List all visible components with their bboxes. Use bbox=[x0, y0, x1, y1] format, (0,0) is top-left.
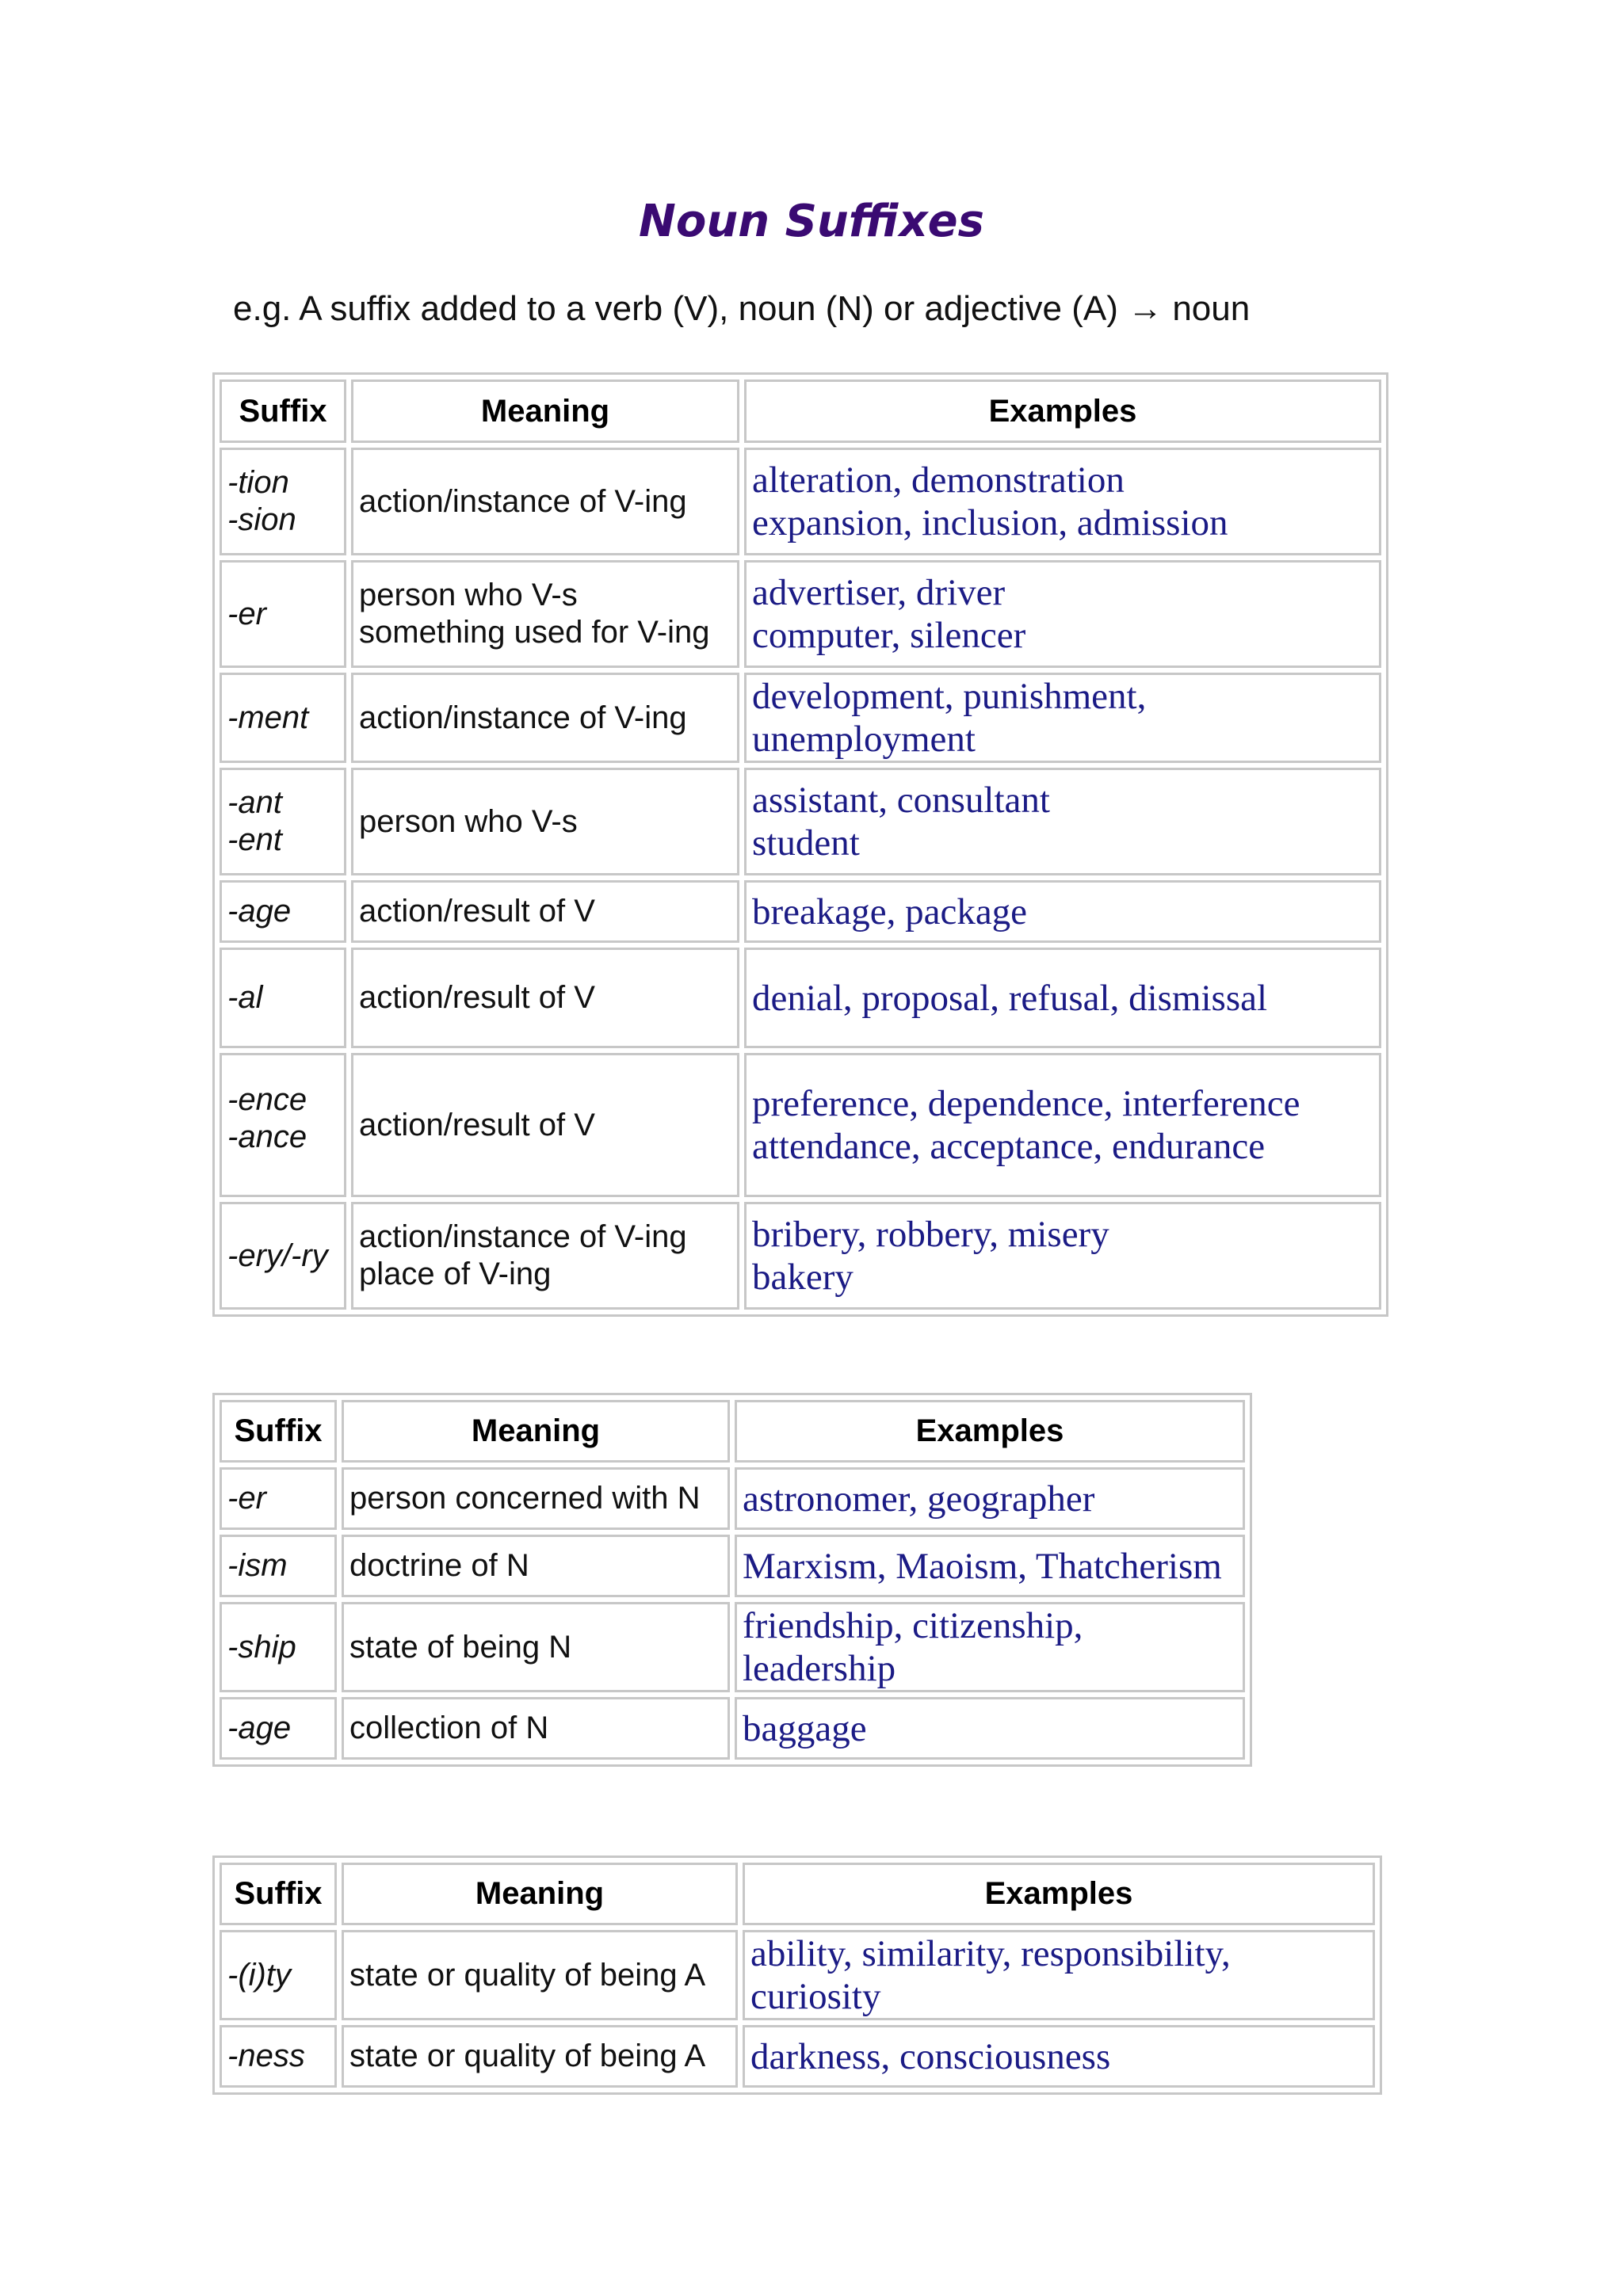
suffix-cell: -ant -ent bbox=[220, 768, 346, 875]
examples-cell: friendship, citizenship, leadership bbox=[735, 1602, 1245, 1692]
table-row bbox=[220, 768, 1381, 875]
header-suffix: Suffix bbox=[220, 379, 346, 443]
table-row bbox=[220, 448, 1381, 555]
meaning-cell: doctrine of N bbox=[342, 1535, 730, 1597]
header-examples: Examples bbox=[735, 1400, 1245, 1463]
header-examples: Examples bbox=[743, 1863, 1375, 1925]
suffix-cell: -ness bbox=[220, 2025, 337, 2088]
examples-cell: bribery, robbery, misery bakery bbox=[744, 1202, 1381, 1310]
suffix-table-nouns bbox=[212, 1393, 1252, 1767]
intro-text: e.g. A suffix added to a verb (V), noun (N) or adjective (A) → noun bbox=[233, 289, 1251, 328]
examples-cell: astronomer, geographer bbox=[735, 1467, 1245, 1530]
suffix-cell: -ism bbox=[220, 1535, 337, 1597]
table-row bbox=[220, 2025, 1375, 2088]
meaning-cell: person concerned with N bbox=[342, 1467, 730, 1530]
page-title: Noun Suffixes bbox=[639, 196, 984, 247]
table-row bbox=[220, 880, 1381, 943]
suffix-table-adjectives bbox=[212, 1855, 1382, 2095]
header-examples: Examples bbox=[744, 379, 1381, 443]
examples-cell: preference, dependence, interference attendance, acceptance, endurance bbox=[744, 1053, 1381, 1197]
header-meaning: Meaning bbox=[342, 1400, 730, 1463]
suffix-cell: -al bbox=[220, 948, 346, 1048]
examples-cell: alteration, demonstration expansion, inclusion, admission bbox=[744, 448, 1381, 555]
suffix-cell: -ship bbox=[220, 1602, 337, 1692]
suffix-cell: -ery/-ry bbox=[220, 1202, 346, 1310]
meaning-cell: action/result of V bbox=[351, 1053, 739, 1197]
header-meaning: Meaning bbox=[342, 1863, 738, 1925]
table-row bbox=[220, 1697, 1245, 1760]
header-meaning: Meaning bbox=[351, 379, 739, 443]
meaning-cell: collection of N bbox=[342, 1697, 730, 1760]
header-suffix: Suffix bbox=[220, 1863, 337, 1925]
meaning-cell: person who V-s something used for V-ing bbox=[351, 560, 739, 668]
suffix-cell: -age bbox=[220, 880, 346, 943]
suffix-cell: -er bbox=[220, 1467, 337, 1530]
examples-cell: assistant, consultant student bbox=[744, 768, 1381, 875]
table-row bbox=[220, 1602, 1245, 1692]
table-row bbox=[220, 1930, 1375, 2020]
header-suffix: Suffix bbox=[220, 1400, 337, 1463]
table-row bbox=[220, 1053, 1381, 1197]
table-header-row bbox=[220, 1400, 1245, 1463]
table-row bbox=[220, 673, 1381, 763]
suffix-cell: -age bbox=[220, 1697, 337, 1760]
meaning-cell: state of being N bbox=[342, 1602, 730, 1692]
examples-cell: darkness, consciousness bbox=[743, 2025, 1375, 2088]
meaning-cell: action/result of V bbox=[351, 880, 739, 943]
suffix-cell: -er bbox=[220, 560, 346, 668]
table-row bbox=[220, 1467, 1245, 1530]
table-row bbox=[220, 560, 1381, 668]
examples-cell: denial, proposal, refusal, dismissal bbox=[744, 948, 1381, 1048]
meaning-cell: state or quality of being A bbox=[342, 2025, 738, 2088]
examples-cell: ability, similarity, responsibility, curiosity bbox=[743, 1930, 1375, 2020]
examples-cell: baggage bbox=[735, 1697, 1245, 1760]
table-row bbox=[220, 1535, 1245, 1597]
examples-cell: Marxism, Maoism, Thatcherism bbox=[735, 1535, 1245, 1597]
examples-cell: breakage, package bbox=[744, 880, 1381, 943]
meaning-cell: action/instance of V-ing bbox=[351, 448, 739, 555]
examples-cell: advertiser, driver computer, silencer bbox=[744, 560, 1381, 668]
table-row bbox=[220, 1202, 1381, 1310]
table-row bbox=[220, 948, 1381, 1048]
examples-cell: development, punishment, unemployment bbox=[744, 673, 1381, 763]
suffix-cell: -ment bbox=[220, 673, 346, 763]
suffix-cell: -(i)ty bbox=[220, 1930, 337, 2020]
suffix-cell: -tion -sion bbox=[220, 448, 346, 555]
suffix-table-verbs bbox=[212, 372, 1388, 1317]
meaning-cell: person who V-s bbox=[351, 768, 739, 875]
meaning-cell: action/instance of V-ing bbox=[351, 673, 739, 763]
table-header-row bbox=[220, 1863, 1375, 1925]
meaning-cell: state or quality of being A bbox=[342, 1930, 738, 2020]
table-header-row bbox=[220, 379, 1381, 443]
meaning-cell: action/instance of V-ing place of V-ing bbox=[351, 1202, 739, 1310]
meaning-cell: action/result of V bbox=[351, 948, 739, 1048]
suffix-cell: -ence -ance bbox=[220, 1053, 346, 1197]
